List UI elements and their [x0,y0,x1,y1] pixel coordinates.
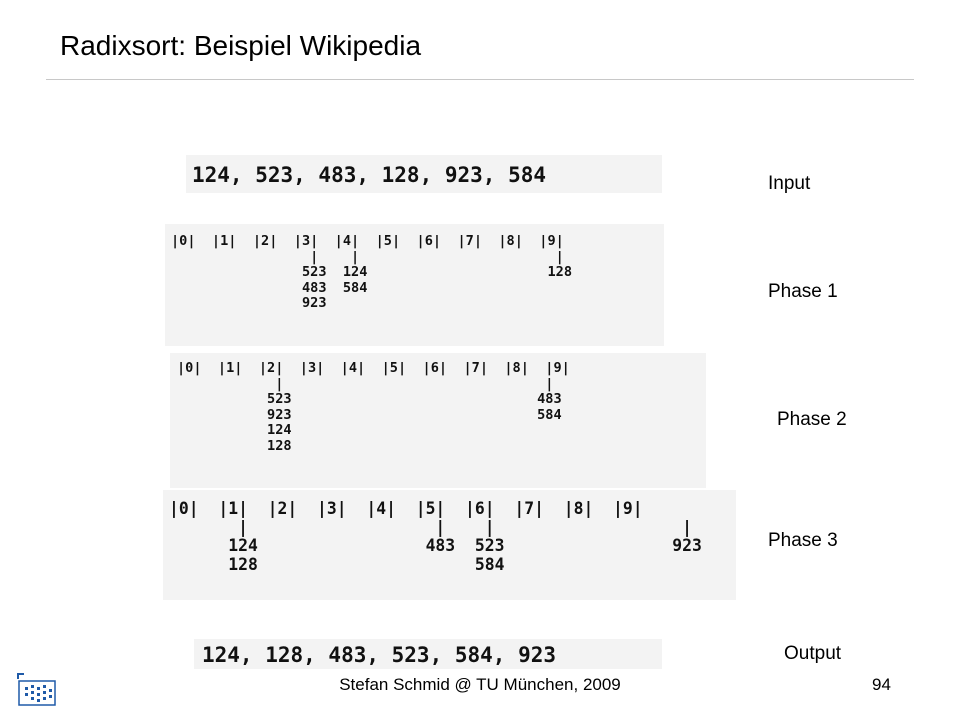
input-sequence-panel [186,155,662,193]
phase2-buckets-panel [170,353,706,488]
output-sequence: 124, 128, 483, 523, 584, 923 [202,643,557,667]
page-number: 94 [872,675,891,694]
phase2-buckets: |0| |1| |2| |3| |4| |5| |6| |7| |8| |9| | | 523 483 923 584 124 128 [177,360,570,454]
label-output: Output [784,643,842,664]
phase1-buckets-panel [165,224,664,346]
label-input: Input [768,173,811,194]
slide-footer: Stefan Schmid @ TU München, 2009 [339,675,621,694]
label-phase2: Phase 2 [777,409,847,430]
title-divider [46,79,914,80]
label-phase1: Phase 1 [768,281,838,302]
phase3-buckets: |0| |1| |2| |3| |4| |5| |6| |7| |8| |9| | | | | 124 483 523 923 128 584 [169,499,702,574]
slide-title: Radixsort: Beispiel Wikipedia [60,30,422,61]
output-sequence-panel [194,639,662,669]
phase3-buckets-panel [163,490,736,600]
input-sequence: 124, 523, 483, 128, 923, 584 [192,163,547,187]
label-phase3: Phase 3 [768,530,838,551]
phase1-buckets: |0| |1| |2| |3| |4| |5| |6| |7| |8| |9| | | | 523 124 128 483 584 923 [171,233,573,312]
